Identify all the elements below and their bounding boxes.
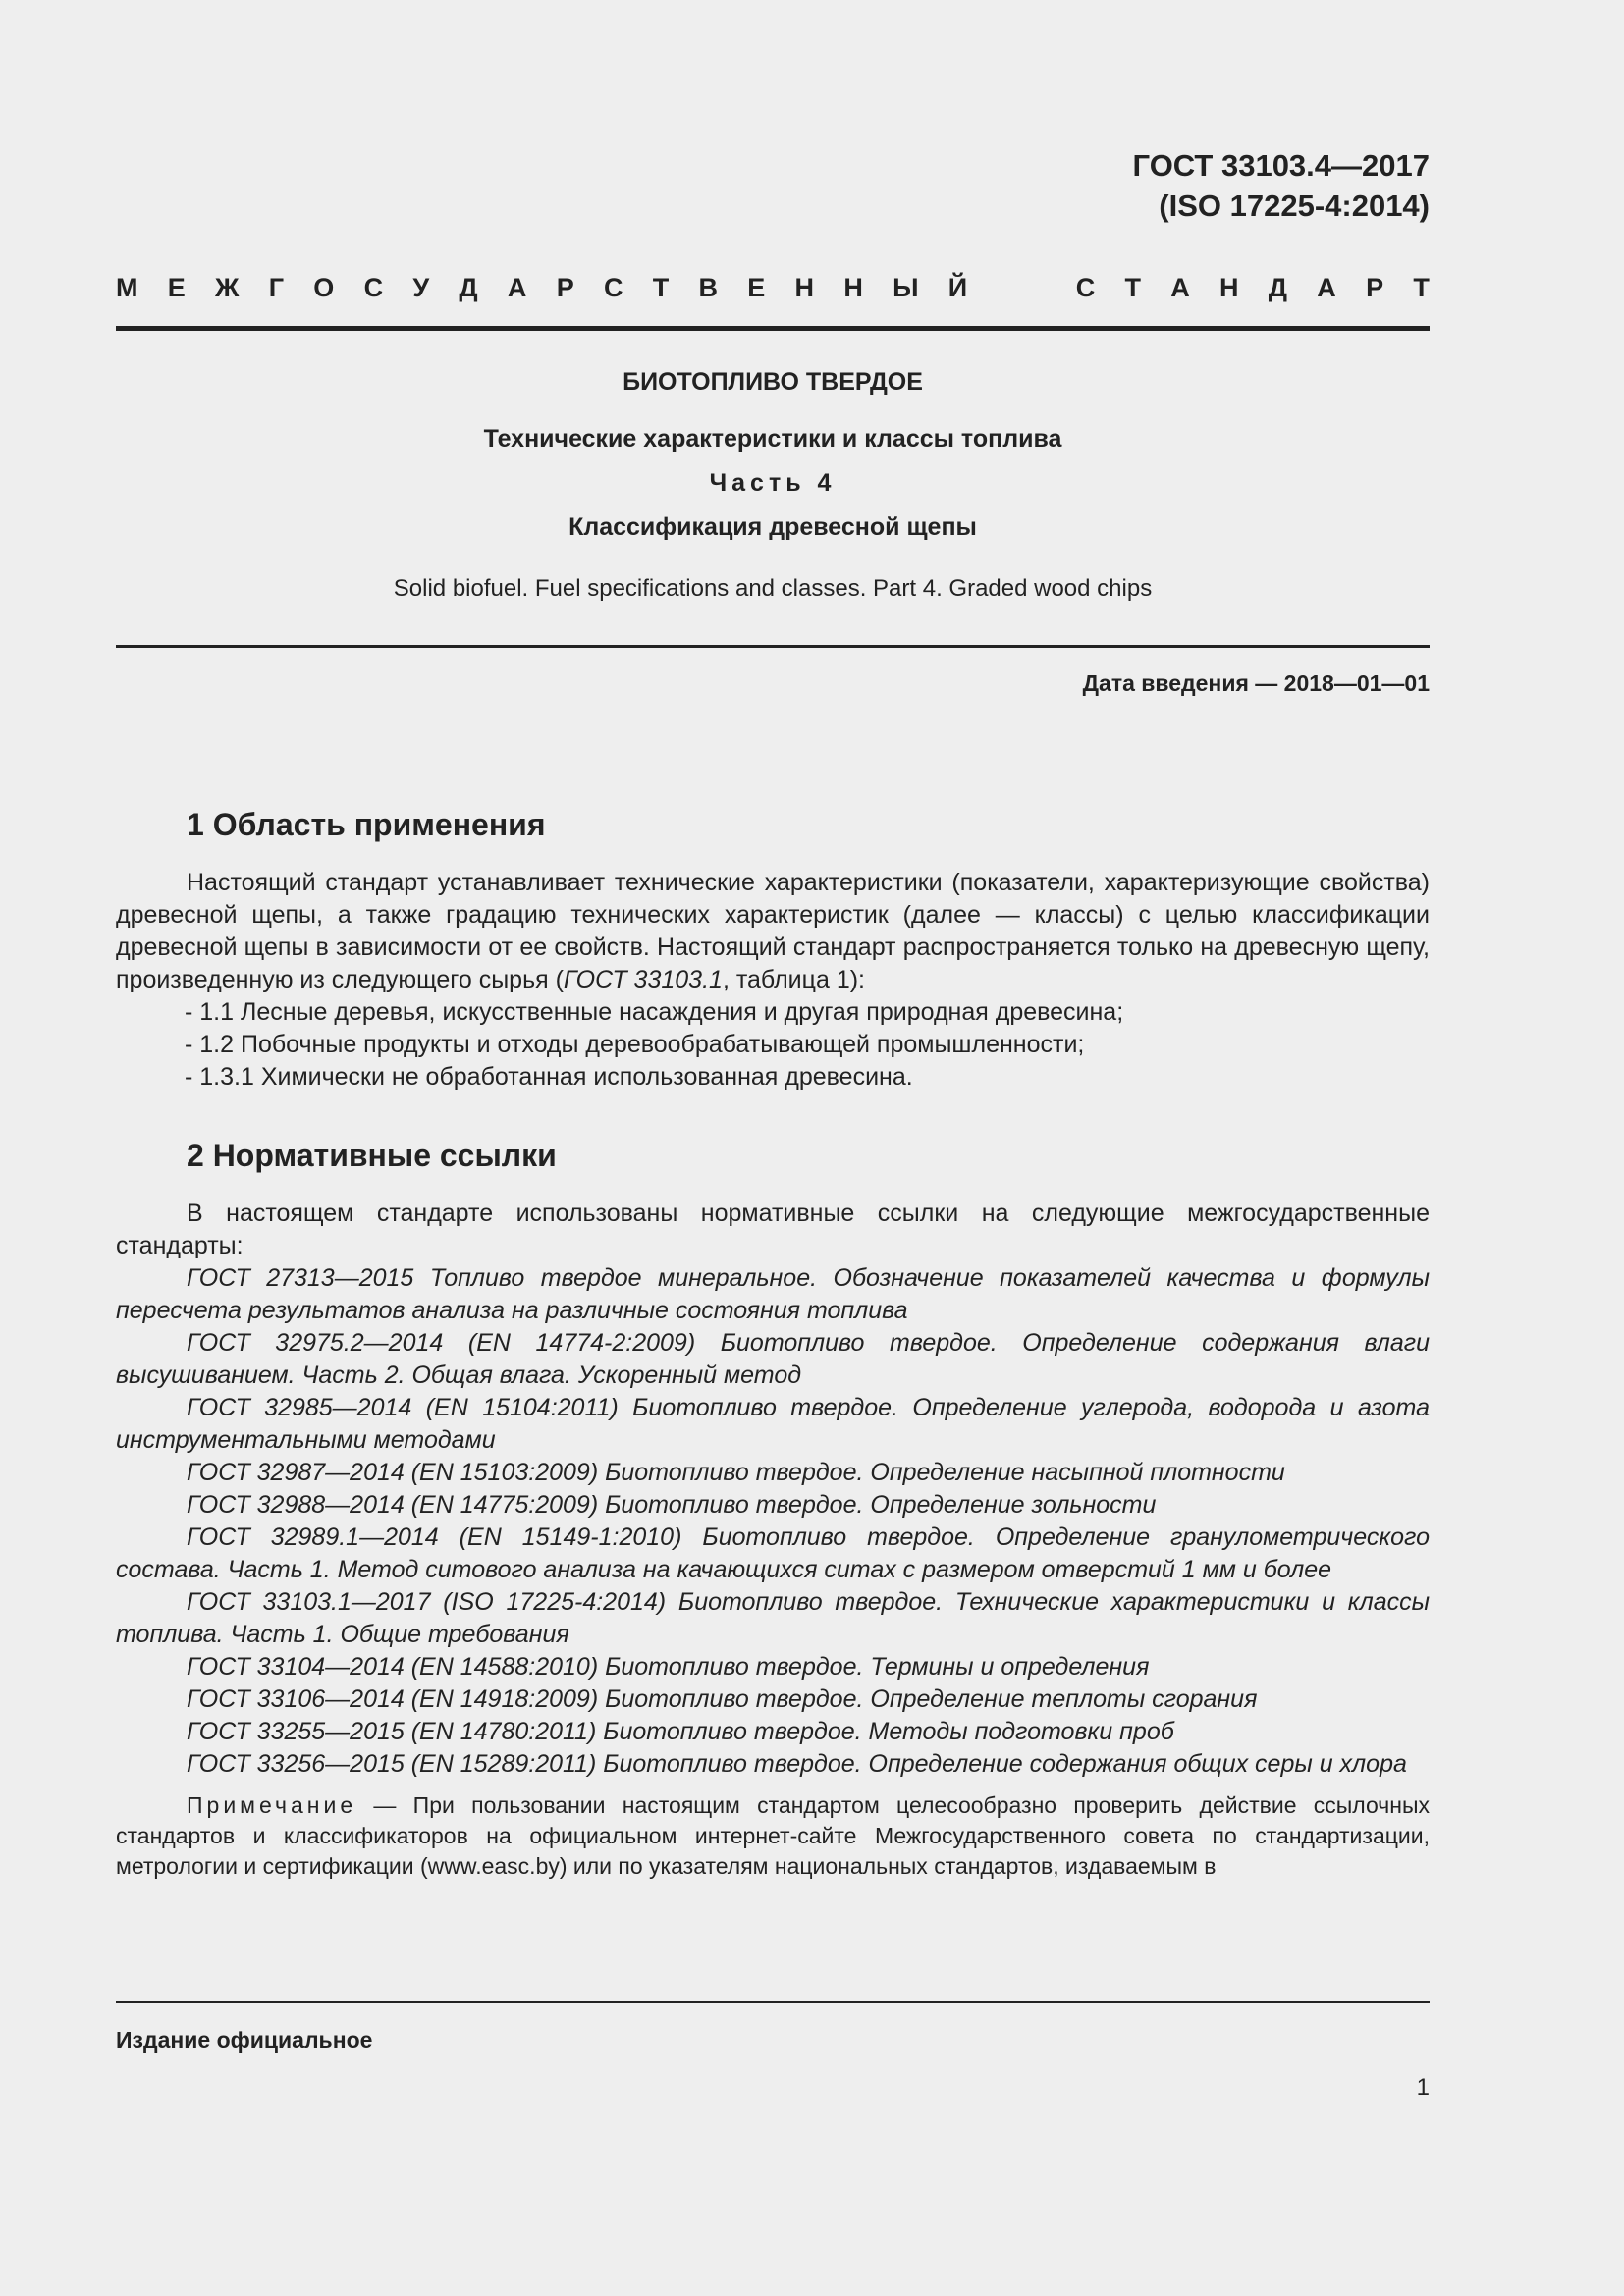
reference-item: ГОСТ 32989.1—2014 (EN 15149-1:2010) Биотопливо твердое. Определение гранулометрического состава. Часть 1. Метод ситового анализа на качающихся ситах с размером отверстий 1 мм и более (116, 1523, 1430, 1583)
scope-text-end: , таблица 1): (722, 966, 865, 993)
note-text: — При пользовании настоящим стандартом целесообразно проверить действие ссылочных стандартов и классификаторов на официальном интернет-сайте Межгосударственного совета по стандартизации, метрологии и сертификации (www.easc.by) или по указателям национальных стандартов, издаваемым в (116, 1792, 1430, 1879)
banner-letter: С (1075, 273, 1096, 302)
header-thick-rule (116, 326, 1430, 331)
section-1-heading: 1 Область применения (187, 807, 546, 842)
note-label: Примечание (187, 1792, 357, 1818)
banner-letter: А (1317, 273, 1336, 302)
scope-reference: ГОСТ 33103.1 (563, 966, 723, 993)
banner-letter: В (698, 273, 718, 302)
scope-text: Настоящий стандарт устанавливает технические характеристики (показатели, характеризующие свойства) древесной щепы, а также градацию технических характеристик (далее — классы) с целью классификации древесной щепы в зависимости от ее свойств. Настоящий стандарт распространяется только на древесную щепу, произведенную из следующего сырья ( (116, 869, 1430, 993)
scope-paragraph (116, 867, 1430, 996)
reference-item: ГОСТ 33103.1—2017 (ISO 17225-4:2014) Биотопливо твердое. Технические характеристики и классы топлива. Часть 1. Общие требования (116, 1588, 1430, 1648)
banner-letter: С (603, 273, 623, 302)
footer-rule (116, 2001, 1430, 2003)
section-2-heading: 2 Нормативные ссылки (187, 1138, 557, 1173)
banner-letter: А (507, 273, 527, 302)
reference-item: ГОСТ 32975.2—2014 (EN 14774-2:2009) Биотопливо твердое. Определение содержания влаги высушиванием. Часть 2. Общая влага. Ускоренный метод (116, 1329, 1430, 1389)
banner-letter: Й (947, 273, 968, 302)
standard-code (1133, 145, 1430, 226)
list-item: - 1.2 Побочные продукты и отходы деревообрабатывающей промышленности; (185, 1031, 1085, 1058)
reference-item: ГОСТ 32987—2014 (EN 15103:2009) Биотопливо твердое. Определение насыпной плотности (187, 1459, 1285, 1486)
banner-letter: Н (1219, 273, 1239, 302)
banner-letter: У (412, 273, 430, 302)
banner-letter: Т (1124, 273, 1141, 302)
document-title: БИОТОПЛИВО ТВЕРДОЕ (623, 368, 923, 396)
banner-letter: А (1170, 273, 1190, 302)
banner-letter: Е (167, 273, 186, 302)
banner-letter: О (313, 273, 335, 302)
banner-letter: Т (652, 273, 670, 302)
reference-item: ГОСТ 33106—2014 (EN 14918:2009) Биотопливо твердое. Определение теплоты сгорания (187, 1685, 1258, 1713)
references-intro: В настоящем стандарте использованы нормативные ссылки на следующие межгосударственные стандарты: (116, 1200, 1430, 1259)
banner-letter: С (363, 273, 384, 302)
official-edition-label: Издание официальное (116, 2027, 373, 2053)
reference-item: ГОСТ 33255—2015 (EN 14780:2011) Биотопливо твердое. Методы подготовки проб (187, 1718, 1174, 1745)
banner-letter: Ы (893, 273, 919, 302)
banner-letter: Т (1413, 273, 1430, 302)
reference-item: ГОСТ 33104—2014 (EN 14588:2010) Биотопливо твердое. Термины и определения (187, 1653, 1150, 1681)
banner-letter: Г (268, 273, 285, 302)
standard-number: ГОСТ 33103.4—2017 (1132, 148, 1430, 183)
document-subtitle: Технические характеристики и классы топлива (483, 425, 1062, 453)
banner-letter: Д (1268, 273, 1288, 302)
interstate-standard-banner (116, 273, 1430, 303)
effective-date: Дата введения — 2018—01—01 (1082, 670, 1430, 696)
part-title: Классификация древесной щепы (568, 513, 977, 541)
title-rule (116, 645, 1430, 648)
reference-item: ГОСТ 27313—2015 Топливо твердое минеральное. Обозначение показателей качества и формулы пересчета результатов анализа на различные состояния топлива (116, 1264, 1430, 1324)
english-title: Solid biofuel. Fuel specifications and classes. Part 4. Graded wood chips (393, 575, 1153, 602)
banner-letter: Д (459, 273, 478, 302)
reference-item: ГОСТ 32985—2014 (EN 15104:2011) Биотопливо твердое. Определение углерода, водорода и азота инструментальными методами (116, 1394, 1430, 1454)
section-1-body (116, 867, 1430, 1094)
banner-letter: Р (1366, 273, 1384, 302)
list-item: - 1.3.1 Химически не обработанная использованная древесина. (185, 1063, 913, 1091)
iso-number: (ISO 17225-4:2014) (1159, 188, 1430, 223)
banner-letter: Р (556, 273, 574, 302)
banner-letter: М (116, 273, 138, 302)
section-2-body (116, 1198, 1430, 1882)
banner-letter: Ж (215, 273, 240, 302)
list-item: - 1.1 Лесные деревья, искусственные насаждения и другая природная древесина; (185, 998, 1124, 1026)
reference-item: ГОСТ 32988—2014 (EN 14775:2009) Биотопливо твердое. Определение зольности (187, 1491, 1157, 1519)
banner-word-gap (997, 273, 1046, 303)
part-label: Часть 4 (709, 469, 837, 497)
banner-letter: Е (747, 273, 766, 302)
banner-letter: Н (794, 273, 815, 302)
banner-letter: Н (843, 273, 863, 302)
page-number: 1 (1416, 2074, 1430, 2101)
reference-item: ГОСТ 33256—2015 (EN 15289:2011) Биотопливо твердое. Определение содержания общих серы и хлора (187, 1750, 1407, 1778)
note-paragraph (116, 1790, 1430, 1882)
title-block (116, 368, 1430, 603)
